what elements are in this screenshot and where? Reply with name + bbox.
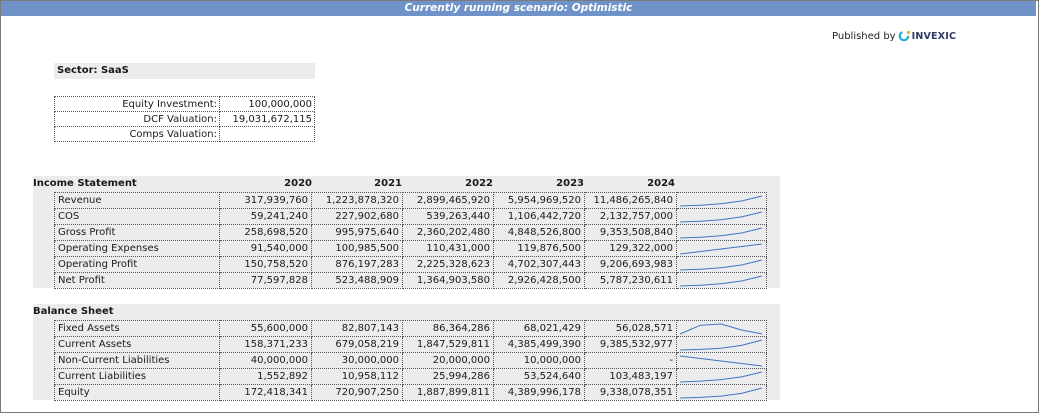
- sparkline-series: [680, 356, 762, 366]
- value-cell[interactable]: 4,848,526,800: [494, 225, 585, 241]
- valuation-label: Comps Valuation:: [55, 127, 220, 142]
- value-cell[interactable]: 91,540,000: [220, 241, 312, 257]
- sparkline-series: [680, 196, 762, 206]
- table-row: [55, 193, 767, 209]
- row-label[interactable]: Current Liabilities: [55, 369, 220, 385]
- sparkline-series: [680, 228, 762, 238]
- value-cell[interactable]: 172,418,341: [220, 385, 312, 401]
- value-cell[interactable]: 2,926,428,500: [494, 273, 585, 289]
- sparkline: [677, 210, 765, 224]
- value-cell[interactable]: 4,389,996,178: [494, 385, 585, 401]
- sparkline-series: [680, 276, 762, 286]
- value-cell[interactable]: 9,385,532,977: [585, 337, 677, 353]
- value-cell[interactable]: 20,000,000: [403, 353, 494, 369]
- table-row: [55, 273, 767, 289]
- table-row: [55, 337, 767, 353]
- income-title: Income Statement: [33, 178, 137, 189]
- row-label[interactable]: Current Assets: [55, 337, 220, 353]
- value-cell[interactable]: -: [585, 353, 677, 369]
- value-cell[interactable]: 77,597,828: [220, 273, 312, 289]
- year-header: 2023: [556, 178, 584, 189]
- invexic-logo-icon: [897, 30, 911, 42]
- invexic-logo-text: INVEXIC: [911, 30, 957, 42]
- valuation-row: [55, 112, 315, 127]
- sparkline-series: [680, 212, 762, 222]
- table-row: [55, 241, 767, 257]
- year-header: 2020: [284, 178, 312, 189]
- row-label[interactable]: Gross Profit: [55, 225, 220, 241]
- value-cell[interactable]: 317,939,760: [220, 193, 312, 209]
- value-cell[interactable]: 2,360,202,480: [403, 225, 494, 241]
- valuation-value[interactable]: 19,031,672,115: [220, 112, 315, 127]
- value-cell[interactable]: 10,000,000: [494, 353, 585, 369]
- valuation-row: [55, 97, 315, 112]
- row-label[interactable]: Net Profit: [55, 273, 220, 289]
- row-label[interactable]: Equity: [55, 385, 220, 401]
- row-label[interactable]: Operating Profit: [55, 257, 220, 273]
- value-cell[interactable]: 158,371,233: [220, 337, 312, 353]
- value-cell[interactable]: 11,486,265,840: [585, 193, 677, 209]
- sparkline-series: [680, 324, 762, 334]
- value-cell[interactable]: 679,058,219: [312, 337, 403, 353]
- value-cell[interactable]: 1,223,878,320: [312, 193, 403, 209]
- sparkline-cell: [677, 241, 767, 257]
- value-cell[interactable]: 1,552,892: [220, 369, 312, 385]
- sector-label: Sector: SaaS: [54, 63, 315, 79]
- balance-table: [54, 320, 767, 401]
- valuation-value[interactable]: [220, 127, 315, 142]
- sparkline-cell: [677, 321, 767, 337]
- sparkline-series: [680, 388, 762, 398]
- sparkline-cell: [677, 209, 767, 225]
- year-header: 2022: [465, 178, 493, 189]
- value-cell[interactable]: 53,524,640: [494, 369, 585, 385]
- value-cell[interactable]: 9,338,078,351: [585, 385, 677, 401]
- sparkline: [677, 338, 765, 352]
- value-cell[interactable]: 4,702,307,443: [494, 257, 585, 273]
- sparkline-series: [680, 340, 762, 350]
- value-cell[interactable]: 2,132,757,000: [585, 209, 677, 225]
- sparkline: [677, 194, 765, 208]
- value-cell[interactable]: 2,899,465,920: [403, 193, 494, 209]
- value-cell[interactable]: 1,887,899,811: [403, 385, 494, 401]
- value-cell[interactable]: 1,847,529,811: [403, 337, 494, 353]
- sparkline-series: [680, 260, 762, 270]
- row-label[interactable]: COS: [55, 209, 220, 225]
- sparkline: [677, 322, 765, 336]
- balance-title: Balance Sheet: [33, 306, 114, 317]
- value-cell[interactable]: 523,488,909: [312, 273, 403, 289]
- value-cell[interactable]: 995,975,640: [312, 225, 403, 241]
- published-label: Published by: [832, 30, 896, 42]
- row-label[interactable]: Fixed Assets: [55, 321, 220, 337]
- value-cell[interactable]: 2,225,328,623: [403, 257, 494, 273]
- sparkline: [677, 386, 765, 400]
- value-cell[interactable]: 100,985,500: [312, 241, 403, 257]
- value-cell[interactable]: 5,954,969,520: [494, 193, 585, 209]
- sparkline-series: [680, 372, 762, 382]
- income-table: [54, 192, 767, 289]
- value-cell[interactable]: 9,353,508,840: [585, 225, 677, 241]
- value-cell[interactable]: 56,028,571: [585, 321, 677, 337]
- sparkline: [677, 354, 765, 368]
- sparkline: [677, 226, 765, 240]
- sparkline: [677, 258, 765, 272]
- sparkline-cell: [677, 225, 767, 241]
- value-cell[interactable]: 1,364,903,580: [403, 273, 494, 289]
- valuation-table: [54, 96, 315, 142]
- table-row: [55, 321, 767, 337]
- balance-header-band: [33, 304, 780, 320]
- year-header: 2021: [374, 178, 402, 189]
- sparkline-cell: [677, 385, 767, 401]
- row-label[interactable]: Revenue: [55, 193, 220, 209]
- sparkline-cell: [677, 337, 767, 353]
- table-row: [55, 369, 767, 385]
- sparkline-cell: [677, 353, 767, 369]
- valuation-label: DCF Valuation:: [55, 112, 220, 127]
- value-cell[interactable]: 10,958,112: [312, 369, 403, 385]
- value-cell[interactable]: 129,322,000: [585, 241, 677, 257]
- sparkline: [677, 242, 765, 256]
- table-row: [55, 385, 767, 401]
- sparkline-series: [680, 244, 762, 254]
- valuation-label: Equity Investment:: [55, 97, 220, 112]
- value-cell[interactable]: 86,364,286: [403, 321, 494, 337]
- table-row: [55, 209, 767, 225]
- sparkline: [677, 274, 765, 288]
- row-label[interactable]: Non-Current Liabilities: [55, 353, 220, 369]
- value-cell[interactable]: 150,758,520: [220, 257, 312, 273]
- value-cell[interactable]: 40,000,000: [220, 353, 312, 369]
- value-cell[interactable]: 82,807,143: [312, 321, 403, 337]
- value-cell[interactable]: 4,385,499,390: [494, 337, 585, 353]
- table-row: [55, 353, 767, 369]
- value-cell[interactable]: 119,876,500: [494, 241, 585, 257]
- value-cell[interactable]: 110,431,000: [403, 241, 494, 257]
- sparkline: [677, 370, 765, 384]
- value-cell[interactable]: 59,241,240: [220, 209, 312, 225]
- row-label[interactable]: Operating Expenses: [55, 241, 220, 257]
- value-cell[interactable]: 1,106,442,720: [494, 209, 585, 225]
- value-cell[interactable]: 227,902,680: [312, 209, 403, 225]
- value-cell[interactable]: 9,206,693,983: [585, 257, 677, 273]
- value-cell[interactable]: 103,483,197: [585, 369, 677, 385]
- value-cell[interactable]: 539,263,440: [403, 209, 494, 225]
- value-cell[interactable]: 55,600,000: [220, 321, 312, 337]
- sparkline-cell: [677, 273, 767, 289]
- value-cell[interactable]: 30,000,000: [312, 353, 403, 369]
- scenario-banner: Currently running scenario: Optimistic: [1, 1, 1036, 16]
- table-row: [55, 257, 767, 273]
- valuation-value[interactable]: 100,000,000: [220, 97, 315, 112]
- value-cell[interactable]: 876,197,283: [312, 257, 403, 273]
- value-cell[interactable]: 68,021,429: [494, 321, 585, 337]
- value-cell[interactable]: 720,907,250: [312, 385, 403, 401]
- sparkline-cell: [677, 369, 767, 385]
- published-by: [832, 30, 956, 42]
- table-row: [55, 225, 767, 241]
- year-header: 2024: [647, 178, 675, 189]
- sparkline-cell: [677, 193, 767, 209]
- value-cell[interactable]: 5,787,230,611: [585, 273, 677, 289]
- invexic-logo: [897, 30, 957, 42]
- value-cell[interactable]: 258,698,520: [220, 225, 312, 241]
- valuation-row: [55, 127, 315, 142]
- value-cell[interactable]: 25,994,286: [403, 369, 494, 385]
- sparkline-cell: [677, 257, 767, 273]
